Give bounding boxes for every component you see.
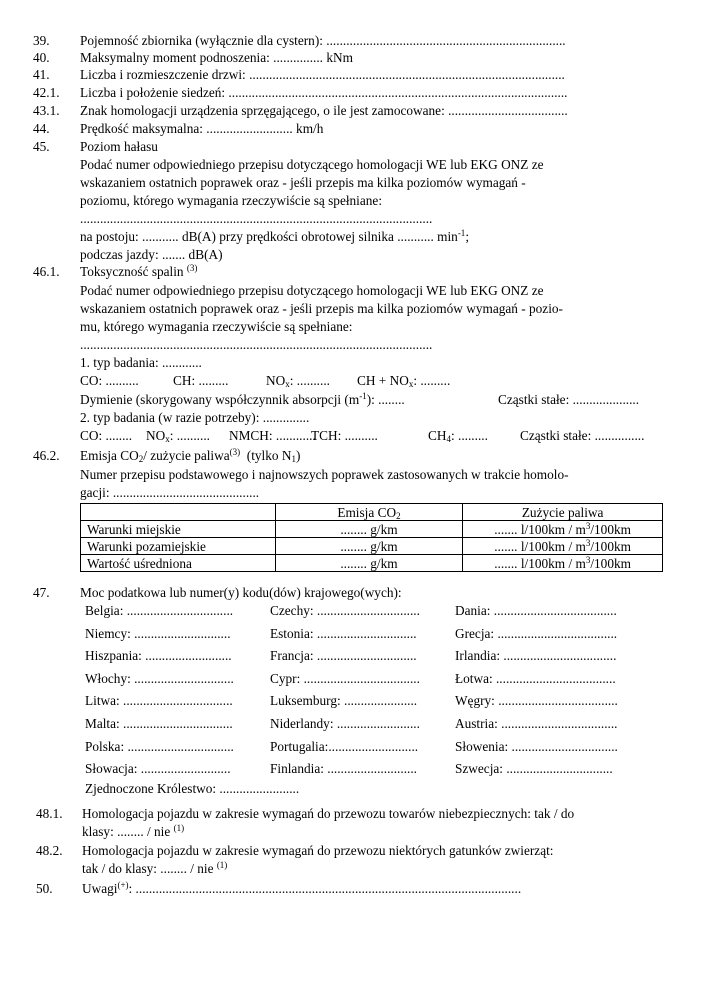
country-field: Włochy: ..............................	[85, 671, 234, 686]
country-field: Austria: ...................................	[455, 716, 618, 731]
co2-text: Numer przepisu podstawowego i najnowszych poprawek zastosowanych w trakcie homolo-	[80, 467, 569, 482]
country-field: Szwecja: ................................	[455, 761, 613, 776]
exhaust-smoke: Dymienie (skorygowany współczynnik absorpcji $(m^{-1})$: ........	[80, 391, 405, 407]
table-cell-label: Warunki pozamiejskie	[81, 538, 276, 555]
co2-text: gacji: ............................................	[80, 485, 260, 500]
table-header-row	[81, 504, 663, 521]
country-field: Niderlandy: .........................	[270, 716, 420, 731]
item-number: 40.	[33, 50, 50, 65]
country-field: Niemcy: .............................	[85, 626, 231, 641]
country-field: Węgry: ....................................	[455, 693, 618, 708]
exhaust-ch-nox: CH + $NO_x$: .........	[357, 373, 451, 389]
exhaust-ch4: $CH_4$: .........	[428, 428, 488, 444]
item-number: 46.1.	[33, 264, 60, 279]
country-field: Polska: ................................	[85, 739, 234, 754]
table-cell-fuel: ....... $l/100km / m^3/100km$	[463, 555, 663, 572]
item-lifting-moment: Maksymalny moment podnoszenia: ............... kNm	[80, 50, 353, 65]
co2-title: Emisja $CO_2/$ zużycie paliwa$^{(3)}$ (tylko $N_1$)	[80, 447, 301, 464]
country-field: Cypr: ...................................	[270, 671, 420, 686]
exhaust-nox2: $NO_x$: ..........	[146, 428, 210, 444]
noise-text: poziomu, którego wymagania rzeczywiście są spełniane:	[80, 193, 383, 208]
exhaust-text: mu, którego wymagania rzeczywiście są spełniane:	[80, 319, 353, 334]
item-seats: Liczba i położenie siedzeń: ......................................................................................................	[80, 85, 568, 100]
item-number: 41.	[33, 67, 50, 82]
item-number: 42.1.	[33, 85, 60, 100]
item-number: 46.2.	[33, 448, 60, 463]
exhaust-tch: TCH: ..........	[311, 428, 378, 443]
tax-title: Moc podatkowa lub numer(y) kodu(dów) krajowego(wych):	[80, 585, 402, 600]
item-number: 45.	[33, 139, 50, 154]
table-cell	[81, 504, 276, 521]
country-field: Portugalia:...........................	[270, 739, 419, 754]
country-field: Litwa: .................................	[85, 693, 233, 708]
dangerous-goods-text: Homologacja pojazdu w zakresie wymagań do przewozu towarów niebezpiecznych: tak / do	[82, 806, 575, 821]
country-field: Czechy: ...............................	[270, 603, 420, 618]
country-field: Finlandia: ...........................	[270, 761, 417, 776]
exhaust-dots: ..........................................................................................................	[80, 337, 433, 352]
animals-answer: tak / do klasy: ........ / nie $^{(1)}$	[82, 860, 228, 876]
item-noise-title: Poziom hałasu	[80, 139, 158, 154]
table-cell-fuel: ....... $l/100km / m^3/100km$	[463, 538, 663, 555]
table-cell-label: Wartość uśredniona	[81, 555, 276, 572]
noise-text: wskazaniem ostatnich poprawek oraz - jeśli przepis ma kilka poziomów wymagań -	[80, 175, 526, 190]
exhaust-ch1: CH: .........	[173, 373, 229, 388]
country-field: Estonia: ..............................	[270, 626, 417, 641]
remarks: Uwagi(+): ....................................................................................................................	[82, 880, 522, 896]
item-number: 47.	[33, 585, 50, 600]
item-number: 50.	[36, 881, 53, 896]
noise-driving: podczas jazdy: ....... dB(A)	[80, 247, 223, 262]
exhaust-text: Podać numer odpowiedniego przepisu dotyczącego homologacji WE lub EKG ONZ ze	[80, 283, 544, 298]
country-field: Grecja: ....................................	[455, 626, 618, 641]
exhaust-nox1: $NO_x$: ..........	[266, 373, 330, 389]
item-number: 48.2.	[36, 843, 63, 858]
country-uk: Zjednoczone Królestwo: ........................	[85, 781, 300, 796]
table-header-emission: Emisja $CO_2$	[275, 504, 463, 521]
item-tank-capacity: Pojemność zbiornika (wyłącznie dla cystern): ........................................................................	[80, 33, 566, 48]
exhaust-title: Toksyczność spalin $^{(3)}$	[80, 263, 198, 279]
country-field: Francja: ..............................	[270, 648, 417, 663]
exhaust-co1: CO: ..........	[80, 373, 139, 388]
table-cell-label: Warunki miejskie	[81, 521, 276, 538]
table-header-fuel: Zużycie paliwa	[463, 504, 663, 521]
item-number: 48.1.	[36, 806, 63, 821]
country-field: Luksemburg: ......................	[270, 693, 418, 708]
exhaust-co2: CO: ........	[80, 428, 133, 443]
table-cell-emission: ........ g/km	[275, 555, 463, 572]
noise-stationary: na postoju: ........... dB(A) przy prędkości obrotowej silnika ........... $\min^{-1}$;	[80, 228, 470, 244]
country-field: Słowenia: ................................	[455, 739, 618, 754]
co2-fuel-table	[80, 503, 663, 572]
table-cell-fuel: ....... $l/100km / m^3/100km$	[463, 521, 663, 538]
exhaust-particles2: Cząstki stałe: ...............	[520, 428, 645, 443]
country-field: Belgia: ................................	[85, 603, 234, 618]
dangerous-goods-answer: klasy: ........ / nie $^{(1)}$	[82, 823, 185, 839]
item-coupling-approval: Znak homologacji urządzenia sprzęgającego, o ile jest zamocowane: ....................................	[80, 103, 568, 118]
country-field: Malta: .................................	[85, 716, 233, 731]
item-number: 43.1.	[33, 103, 60, 118]
country-field: Dania: .....................................	[455, 603, 617, 618]
exhaust-text: wskazaniem ostatnich poprawek oraz - jeśli przepis ma kilka poziomów wymagań - pozio-	[80, 301, 563, 316]
exhaust-test1: 1. typ badania: ............	[80, 355, 202, 370]
table-row	[81, 538, 663, 555]
item-max-speed: Prędkość maksymalna: .......................... km/h	[80, 121, 324, 136]
table-cell-emission: ........ g/km	[275, 521, 463, 538]
table-row	[81, 521, 663, 538]
country-field: Hiszpania: ..........................	[85, 648, 232, 663]
animals-text: Homologacja pojazdu w zakresie wymagań do przewozu niektórych gatunków zwierząt:	[82, 843, 554, 858]
item-doors: Liczba i rozmieszczenie drzwi: ...............................................................................................	[80, 67, 565, 82]
country-field: Słowacja: ...........................	[85, 761, 231, 776]
noise-text: Podać numer odpowiedniego przepisu dotyczącego homologacji WE lub EKG ONZ ze	[80, 157, 544, 172]
item-number: 44.	[33, 121, 50, 136]
country-field: Irlandia: ..................................	[455, 648, 617, 663]
exhaust-nmch: NMCH: ............	[229, 428, 316, 443]
exhaust-particles1: Cząstki stałe: ....................	[498, 392, 640, 407]
country-field: Łotwa: ....................................	[455, 671, 616, 686]
table-row	[81, 555, 663, 572]
noise-dots: ..........................................................................................................	[80, 211, 433, 226]
item-number: 39.	[33, 33, 50, 48]
table-cell-emission: ........ g/km	[275, 538, 463, 555]
exhaust-test2: 2. typ badania (w razie potrzeby): ..............	[80, 410, 310, 425]
